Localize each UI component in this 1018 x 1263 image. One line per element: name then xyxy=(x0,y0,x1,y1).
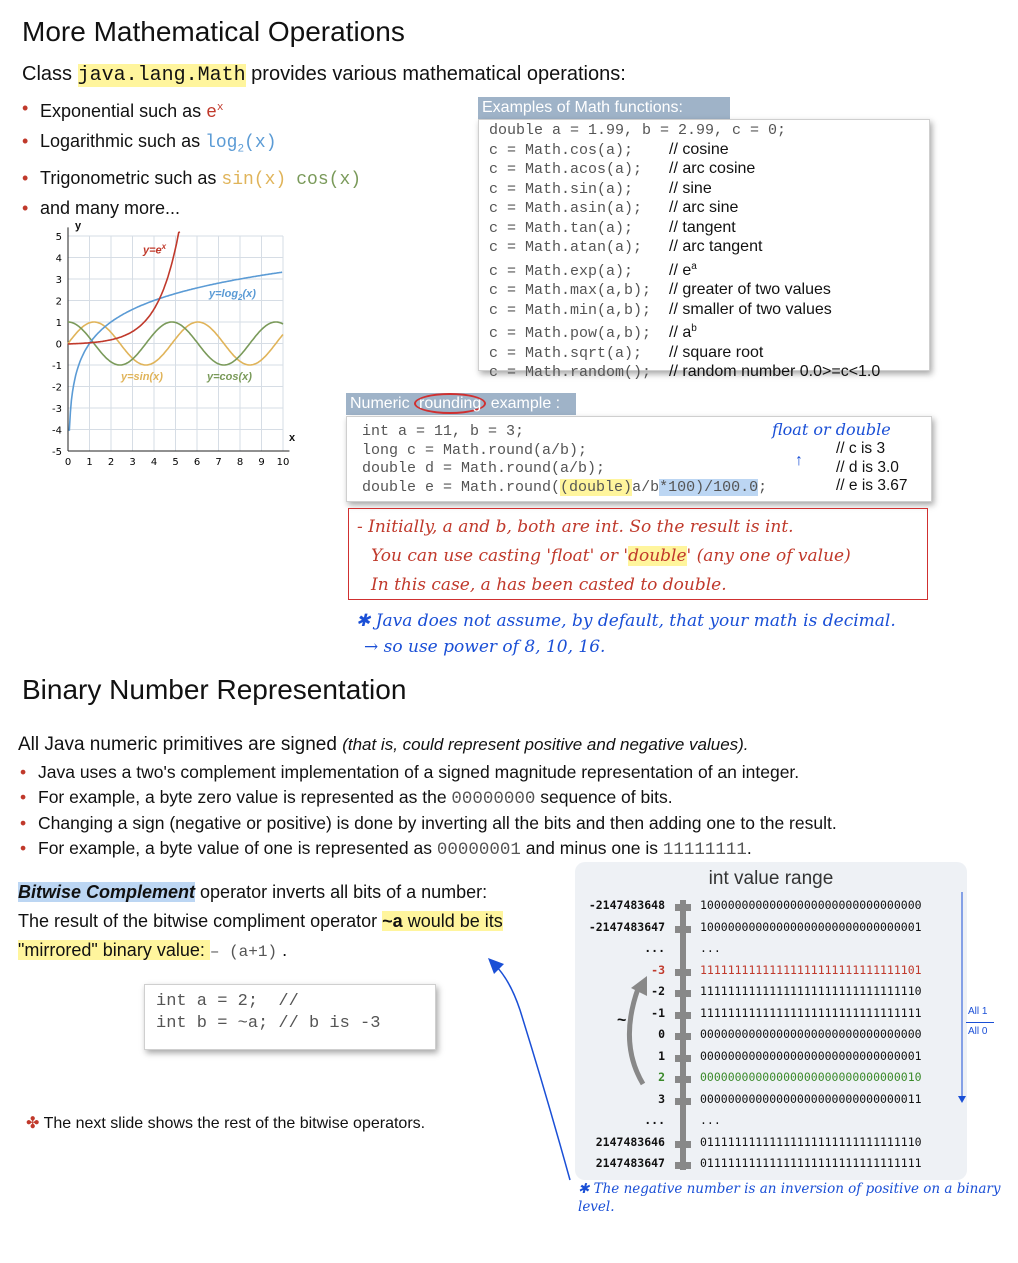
y-tick-label: 4 xyxy=(55,253,62,265)
list-item: • For example, a byte value of one is represented as 00000001 and minus one is 11111111. xyxy=(18,836,837,863)
code-line: c = Math.atan(a); // arc tangent xyxy=(489,238,763,256)
range-number: -2147483648 xyxy=(588,898,665,912)
handnote-line: - Initially, a and b, both are int. So the result is int. xyxy=(357,517,794,537)
range-bits: 11111111111111111111111111111111 xyxy=(700,1005,922,1020)
y-tick-label: -3 xyxy=(52,404,62,415)
range-number: 1 xyxy=(658,1048,665,1063)
handnote-blue: ✱ Java does not assume, by default, that your math is decimal. → so use power of 8, 10, 16. xyxy=(356,611,896,657)
range-bits: 00000000000000000000000000000001 xyxy=(700,1048,922,1063)
range-tick xyxy=(675,904,691,911)
range-number: -3 xyxy=(651,962,665,977)
list-item: • Exponential such as $e^x$ xyxy=(20,94,361,127)
code-line: c = Math.max(a,b); // greater of two values xyxy=(489,281,831,299)
rounding-header: Numeric rounding example : xyxy=(346,393,576,415)
range-number: -2147483647 xyxy=(588,919,665,934)
range-tick xyxy=(675,926,691,933)
y-tick-label: 2 xyxy=(55,296,62,308)
range-bits: 00000000000000000000000000000010 xyxy=(700,1070,922,1084)
code-line: double d = Math.round(a/b); xyxy=(362,460,606,477)
code-line: int a = 11, b = 3; xyxy=(362,423,525,440)
rounding-circled: rounding xyxy=(414,393,486,414)
y-tick-label: -4 xyxy=(52,425,62,437)
function-graph xyxy=(35,216,305,476)
code-line: c = Math.pow(a,b); // $a^b$ xyxy=(489,323,697,342)
tilde-arrow xyxy=(613,972,653,1092)
list-item: • For example, a byte zero value is represented as the 00000000 sequence of bits. xyxy=(18,785,837,812)
list-item: • Java uses a two's complement implementation of a signed magnitude representation of an integer. xyxy=(18,760,837,785)
handnote-red-box xyxy=(348,508,928,600)
section-title-math: More Mathematical Operations xyxy=(22,16,405,47)
x-tick-label: 4 xyxy=(150,457,158,468)
range-bits: 01111111111111111111111111111111 xyxy=(700,1156,922,1170)
range-row xyxy=(575,1113,965,1134)
y-tick-label: 1 xyxy=(55,318,62,329)
range-tick xyxy=(675,1098,691,1105)
code-line: c = Math.asin(a); // arc sine xyxy=(489,199,739,217)
y-axis-label: y xyxy=(75,220,82,232)
note-all1: All 1 xyxy=(968,1006,988,1017)
y-tick-label: -5 xyxy=(52,447,62,458)
range-row xyxy=(575,1156,965,1177)
range-number: ... xyxy=(644,1113,665,1127)
range-number: 2147483646 xyxy=(595,1134,665,1149)
x-axis-label: x xyxy=(289,432,296,444)
note-divider xyxy=(966,1022,994,1023)
x-tick-label: 7 xyxy=(215,457,222,468)
bottom-note: ✱ The negative number is an inversion of positive on a binary level. xyxy=(578,1181,1001,1215)
label-log: $y=\log_2(x)$ xyxy=(209,288,256,303)
note-arrow: ↑ xyxy=(795,452,803,469)
range-bits: 10000000000000000000000000000001 xyxy=(700,919,922,934)
tilde-symbol: ~ xyxy=(617,1012,627,1029)
bitwise-code xyxy=(144,984,436,1050)
range-number: 3 xyxy=(658,1091,665,1106)
range-tick xyxy=(675,1076,691,1083)
bitwise-line3: "mirrored" binary value: – (a+1) . xyxy=(18,940,288,961)
code-line: int a = 2; // xyxy=(156,992,299,1011)
code-line: c = Math.sin(a); // sine xyxy=(489,179,712,198)
x-tick-label: 0 xyxy=(64,457,72,468)
bitwise-line2: The result of the bitwise compliment operator ~a would be its xyxy=(18,911,503,931)
curved-arrow xyxy=(480,950,590,1190)
y-tick-label: -1 xyxy=(52,361,62,372)
math-functions-header: Examples of Math functions: xyxy=(478,97,730,119)
range-bits: ... xyxy=(700,1113,721,1127)
math-bullets xyxy=(20,94,361,222)
list-item: • Changing a sign (negative or positive) is done by inverting all the bits and then adding one to the result. xyxy=(18,811,837,836)
range-row xyxy=(575,1135,965,1156)
list-item: • and many more... xyxy=(20,194,361,222)
range-tick xyxy=(675,969,691,976)
int-range-title: int value range xyxy=(708,868,834,889)
range-number: -1 xyxy=(651,1005,665,1020)
math-intro xyxy=(22,63,626,87)
range-number: 2 xyxy=(658,1070,665,1084)
code-line: c = Math.tan(a); // tangent xyxy=(489,218,736,237)
y-tick-label: 3 xyxy=(55,275,62,286)
code-line: double e = Math.round((double)a/b*100)/100.0; xyxy=(362,478,768,496)
x-tick-label: 1 xyxy=(86,457,93,468)
code-line: c = Math.sqrt(a); // square root xyxy=(489,343,764,362)
bitwise-text xyxy=(18,878,503,967)
x-tick-label: 10 xyxy=(276,457,290,468)
x-tick-label: 2 xyxy=(107,457,115,468)
code-line: int b = ~a; // b is -3 xyxy=(156,1014,381,1033)
x-tick-label: 8 xyxy=(236,457,244,468)
math-functions-code xyxy=(478,119,930,381)
label-sin: y=sin(x) xyxy=(121,371,163,383)
label-exp: $y=e^x$ xyxy=(143,242,167,257)
intro-suffix: provides various mathematical operations: xyxy=(245,63,626,85)
y-tick-label: -2 xyxy=(52,382,62,394)
clover-icon: ✤ xyxy=(26,1115,40,1132)
range-tick xyxy=(675,1162,691,1169)
range-number: ... xyxy=(644,941,665,955)
binary-bullets xyxy=(18,760,837,862)
bracket-lines xyxy=(955,890,969,1110)
binary-intro: All Java numeric primitives are signed (that is, could represent positive and negative values). xyxy=(18,734,749,755)
y-tick-label: 5 xyxy=(55,232,62,243)
code-line: c = Math.cos(a); // cosine xyxy=(489,140,729,159)
code-line: double a = 1.99, b = 2.99, c = 0; xyxy=(489,122,787,139)
list-item: • Trigonometric such as sin(x) cos(x) xyxy=(20,164,361,194)
code-line: c = Math.min(a,b); // smaller of two values xyxy=(489,300,832,319)
handnote-line: In this case, a has been casted to double. xyxy=(371,575,727,595)
range-bits: ... xyxy=(700,941,721,955)
note-float-or-double: float or double xyxy=(772,420,891,439)
range-bits: 10000000000000000000000000000000 xyxy=(700,898,922,912)
x-tick-label: 3 xyxy=(129,457,136,468)
range-row xyxy=(575,920,965,941)
next-slide-note: ✤ The next slide shows the rest of the bitwise operators. xyxy=(26,1115,426,1132)
handnote-line: You can use casting 'float' or 'double' (any one of value) xyxy=(371,546,851,566)
range-row xyxy=(575,1092,965,1113)
range-tick xyxy=(675,990,691,997)
note-all0: All 0 xyxy=(968,1026,988,1037)
x-tick-label: 9 xyxy=(258,457,265,468)
bitwise-title: Bitwise Complement operator inverts all bits of a number: xyxy=(18,882,488,902)
intro-prefix: Class xyxy=(22,63,78,85)
graph-grid xyxy=(68,227,289,451)
range-number: -2 xyxy=(651,984,665,998)
range-tick xyxy=(675,1055,691,1062)
range-tick xyxy=(675,1033,691,1040)
label-cos: y=cos(x) xyxy=(207,371,252,383)
y-tick-label: 0 xyxy=(55,339,62,351)
list-item: • Logarithmic such as $\log_2(x)$ xyxy=(20,127,361,164)
range-row xyxy=(575,898,965,919)
range-bits: 00000000000000000000000000000011 xyxy=(700,1091,922,1106)
range-tick xyxy=(675,1012,691,1019)
code-line: long c = Math.round(a/b); xyxy=(362,441,588,459)
code-line: c = Math.exp(a); // $e^a$ xyxy=(489,260,697,280)
rounding-comments: // c is 3 // d is 3.0 // e is 3.67 xyxy=(836,440,908,494)
range-bits: 01111111111111111111111111111110 xyxy=(700,1134,922,1149)
section-title-binary: Binary Number Representation xyxy=(22,674,407,705)
code-line: c = Math.acos(a); // arc cosine xyxy=(489,160,756,178)
range-bits: 00000000000000000000000000000000 xyxy=(700,1027,922,1041)
range-row xyxy=(575,941,965,962)
intro-code: java.lang.Math xyxy=(77,64,246,87)
range-bits: 11111111111111111111111111111110 xyxy=(700,984,922,998)
range-number: 0 xyxy=(658,1027,665,1041)
int-range-panel xyxy=(575,862,967,1180)
x-tick-label: 5 xyxy=(172,457,179,468)
range-number: 2147483647 xyxy=(595,1156,665,1170)
graph-svg xyxy=(35,216,305,476)
range-bits: 11111111111111111111111111111101 xyxy=(700,962,922,977)
range-tick xyxy=(675,1141,691,1148)
x-tick-label: 6 xyxy=(193,457,201,468)
code-line: c = Math.random(); // random number 0.0>=c<1.0 xyxy=(489,363,881,381)
